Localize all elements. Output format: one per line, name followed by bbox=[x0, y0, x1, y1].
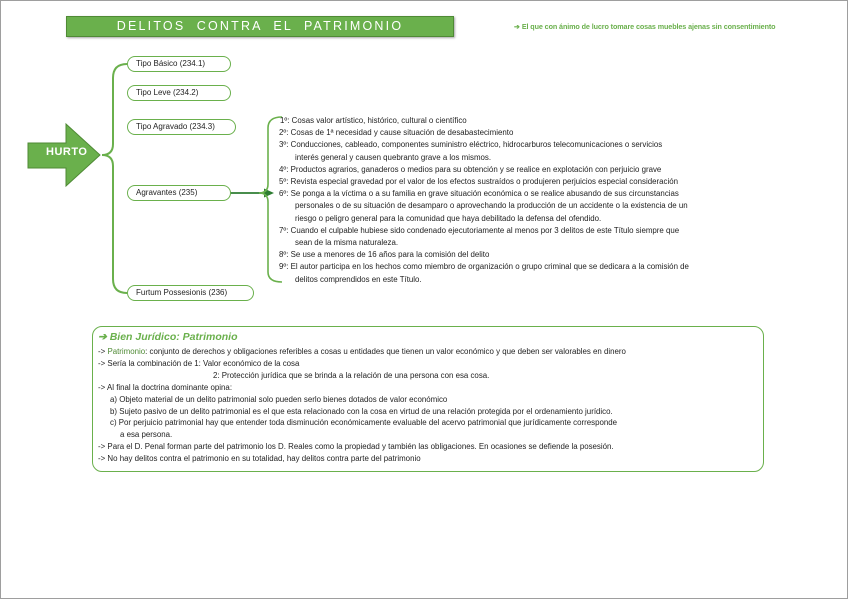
bien-juridico-text bbox=[98, 346, 758, 465]
item-text: Revista especial gravedad por el valor de los efectos sustraídos o produjeren perjuicios especial consideración bbox=[290, 177, 678, 187]
patrimonio-definition bbox=[98, 346, 758, 358]
totalidad-line: -> No hay delitos contra el patrimonio en su totalidad, hay delitos contra parte del patrimonio bbox=[98, 454, 421, 464]
tipo-leve-node[interactable]: Tipo Leve (234.2) bbox=[127, 85, 231, 101]
tipo-basico-node[interactable]: Tipo Básico (234.1) bbox=[127, 56, 231, 72]
list-item bbox=[276, 139, 766, 151]
item-text: Cuando el culpable hubiese sido condenado ejecutoriamente al menos por 3 delitos de este Título siempre que bbox=[290, 225, 680, 235]
item-number: 3º: bbox=[279, 140, 289, 150]
item-text: Se use a menores de 16 años para la comisión del delito bbox=[290, 250, 490, 260]
item-number: 2º: bbox=[279, 128, 289, 138]
item-text: Se ponga a la víctima o a su familia en grave situación económica o se realice abusando de sus circunstancias bbox=[290, 189, 679, 199]
doctrina-a-line: a) Objeto material de un delito patrimonial solo pueden serlo bienes dotados de valor económico bbox=[110, 394, 448, 404]
hurto-label: HURTO bbox=[46, 146, 88, 158]
item-number: 7º: bbox=[279, 225, 289, 235]
line-prefix: -> bbox=[98, 347, 108, 356]
item-continuation: riesgo o peligro general para la comunidad que haya debilitado la defensa del ofendido. bbox=[295, 213, 602, 223]
item-continuation: interés general y causen quebranto grave a los mismos. bbox=[295, 152, 492, 162]
item-number: 6º: bbox=[279, 189, 289, 199]
list-item bbox=[276, 261, 766, 273]
list-item bbox=[276, 115, 766, 127]
list-item bbox=[276, 188, 766, 200]
list-item bbox=[276, 176, 766, 188]
patrimonio-def-text: : conjunto de derechos y obligaciones referibles a cosas u entidades que tienen un valor económico y que deben ser valorables en dinero bbox=[145, 347, 626, 356]
list-item bbox=[276, 225, 766, 237]
furtum-possesionis-node[interactable]: Furtum Possesionis (236) bbox=[127, 285, 254, 301]
page-title: DELITOS CONTRA EL PATRIMONIO bbox=[66, 16, 454, 37]
item-text: Cosas de 1ª necesidad y cause situación de desabastecimiento bbox=[290, 128, 514, 138]
list-item bbox=[276, 249, 766, 261]
agravantes-list bbox=[276, 115, 766, 286]
item-number: 8º: bbox=[279, 250, 289, 260]
item-number: 9º: bbox=[279, 262, 289, 272]
list-item bbox=[276, 164, 766, 176]
doctrina-line: -> Al final la doctrina dominante opina: bbox=[98, 382, 233, 392]
doctrina-c-continuation: a esa persona. bbox=[120, 430, 173, 440]
item-continuation: personales o de su situación de desamparo o aprovechando la producción de un accidente o la existencia de un bbox=[295, 201, 688, 211]
patrimonio-term: Patrimonio bbox=[107, 347, 146, 356]
item-number: 1º: bbox=[280, 116, 290, 125]
item-number: 4º: bbox=[279, 164, 289, 174]
combinacion-line-2: 2: Protección jurídica que se brinda a la relación de una persona con esa cosa. bbox=[213, 370, 490, 380]
agravantes-node[interactable]: Agravantes (235) bbox=[127, 185, 231, 201]
list-item bbox=[276, 127, 766, 139]
tipo-agravado-node[interactable]: Tipo Agravado (234.3) bbox=[127, 119, 236, 135]
item-text: El autor participa en los hechos como miembro de organización o grupo criminal que se dedicara a la comisión de bbox=[290, 262, 689, 272]
definition-note: ➔ El que con ánimo de lucro tomare cosas muebles ajenas sin consentimiento bbox=[514, 22, 776, 31]
item-text: Cosas valor artístico, histórico, cultural o científico bbox=[291, 116, 467, 125]
item-continuation: sean de la misma naturaleza. bbox=[295, 238, 399, 248]
combinacion-line-1: -> Sería la combinación de 1: Valor económico de la cosa bbox=[98, 358, 300, 368]
item-text: Conducciones, cableado, componentes suministro eléctrico, hidrocarburos telecomunicaciones o servicios bbox=[290, 140, 663, 150]
item-text: Productos agrarios, ganaderos o medios para su obtención y se realice en explotación con perjuicio grave bbox=[290, 164, 662, 174]
doctrina-b-line: b) Sujeto pasivo de un delito patrimonial es el que esta relacionado con la cosa en virtud de una relación protegida por el ordenamiento jurídico. bbox=[110, 406, 613, 416]
item-number: 5º: bbox=[279, 177, 289, 187]
doctrina-c-line: c) Por perjuicio patrimonial hay que entender toda disminución económicamente evaluable del acervo patrimonial que jurídicamente corresponde bbox=[110, 418, 618, 428]
bien-juridico-title: ➔ Bien Jurídico: Patrimonio bbox=[98, 331, 238, 343]
types-brace bbox=[102, 64, 127, 293]
penal-line: -> Para el D. Penal forman parte del patrimonio los D. Reales como la propiedad y también las obligaciones. En ocasiones se defiende la posesión. bbox=[98, 442, 614, 452]
item-continuation: delitos comprendidos en este Título. bbox=[295, 274, 422, 284]
